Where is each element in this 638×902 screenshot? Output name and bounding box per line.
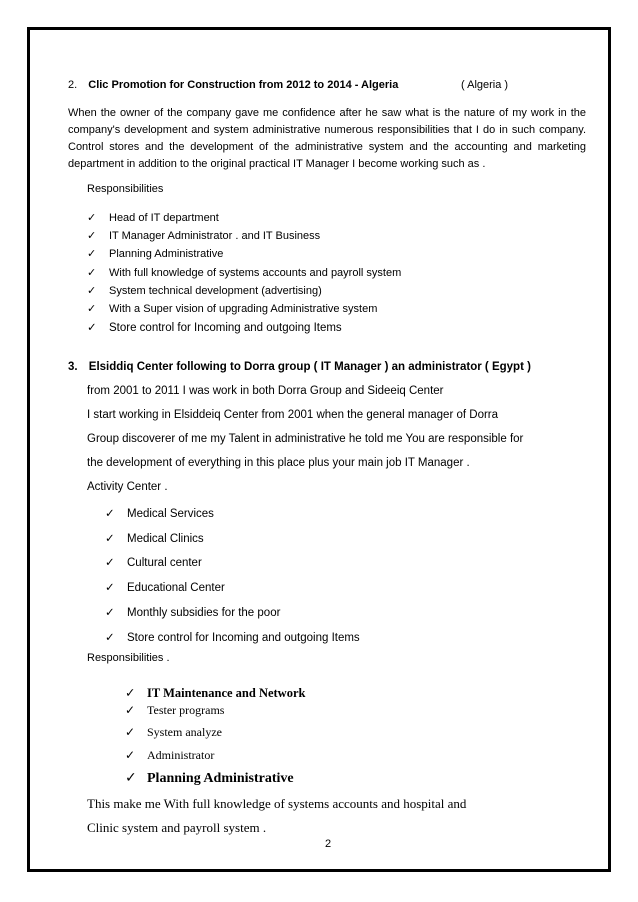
section-2-location: ( Algeria ): [461, 79, 509, 91]
page-number: 2: [325, 838, 332, 850]
check-icon: ✓: [87, 247, 97, 261]
check-icon: ✓: [105, 530, 115, 545]
list-item: ✓ Medical Clinics: [105, 527, 360, 552]
list-item: ✓ Tester programs: [125, 703, 225, 717]
activity-center-label: Activity Center .: [87, 481, 168, 493]
list-item: ✓ Medical Services: [105, 502, 360, 527]
check-icon: ✓: [105, 506, 115, 520]
check-icon: ✓: [87, 302, 97, 316]
activities-list: [105, 502, 360, 650]
closing-line-2: Clinic system and payroll system .: [87, 820, 267, 835]
check-icon: ✓: [125, 748, 136, 762]
check-icon: ✓: [87, 320, 97, 334]
list-item: ✓ Store control for Incoming and outgoing Items: [105, 626, 360, 651]
check-icon: ✓: [105, 555, 115, 570]
check-icon: ✓: [105, 580, 115, 595]
list-item: ✓ Cultural center: [105, 551, 360, 576]
list-item: ✓ Administrator: [125, 748, 215, 762]
section-2-number: 2.: [68, 79, 78, 91]
section-2-responsibilities-label: Responsibilities: [87, 183, 164, 195]
list-item: ✓ With a Super vision of upgrading Administrative system: [87, 300, 401, 318]
check-icon: ✓: [125, 770, 137, 786]
check-icon: ✓: [87, 265, 97, 279]
section-2-paragraph: When the owner of the company gave me confidence after he saw what is the nature of my work in the company's development and system administrative numerous responsibilities that I do in such company. Control stores and the development of the administrative system and the accounting and marketing department in addition to the original practical IT Manager I become working such as .: [68, 107, 586, 170]
section-3-responsibilities-label: Responsibilities .: [87, 652, 170, 664]
section-3-number: 3.: [68, 361, 78, 373]
check-icon: ✓: [87, 283, 97, 297]
check-icon: ✓: [125, 725, 136, 739]
list-item: ✓ With full knowledge of systems accounts and payroll system: [87, 264, 401, 282]
list-item: ✓ Educational Center: [105, 576, 360, 601]
list-item: ✓ IT Maintenance and Network: [125, 685, 306, 700]
section-3-line-3: Group discoverer of me my Talent in administrative he told me You are responsible for: [87, 433, 524, 445]
check-icon: ✓: [87, 229, 97, 243]
check-icon: ✓: [87, 211, 97, 224]
list-item: ✓ Head of IT department: [87, 209, 401, 227]
section-2-title: Clic Promotion for Construction from 2012 to 2014 - Algeria: [88, 79, 399, 91]
list-item: ✓ Planning Administrative: [87, 245, 401, 263]
section-3-line-2: I start working in Elsiddeiq Center from 2001 when the general manager of Dorra: [87, 409, 499, 421]
check-icon: ✓: [105, 604, 115, 619]
section-3-line-4: the development of everything in this place plus your main job IT Manager .: [87, 457, 470, 469]
section-3-heading: [68, 361, 531, 373]
list-item: ✓ Monthly subsidies for the poor: [105, 601, 360, 626]
closing-line-1: This make me With full knowledge of systems accounts and hospital and: [87, 796, 467, 811]
list-item: ✓ Planning Administrative: [125, 770, 294, 786]
check-icon: ✓: [125, 685, 136, 700]
list-item: ✓ System analyze: [125, 725, 222, 739]
section-2-responsibilities-list: [87, 209, 401, 318]
section-3-title: Elsiddiq Center following to Dorra group ( IT Manager ) an administrator ( Egypt ): [88, 361, 531, 373]
check-icon: ✓: [105, 629, 115, 644]
section-2-last-item: ✓ Store control for Incoming and outgoing Items: [87, 320, 342, 334]
section-2-heading: [68, 79, 398, 91]
list-item: ✓ IT Manager Administrator . and IT Business: [87, 227, 401, 245]
check-icon: ✓: [125, 703, 136, 717]
section-3-line-1: from 2001 to 2011 I was work in both Dorra Group and Sideeiq Center: [87, 385, 444, 397]
list-item: ✓ System technical development (advertising): [87, 282, 401, 300]
